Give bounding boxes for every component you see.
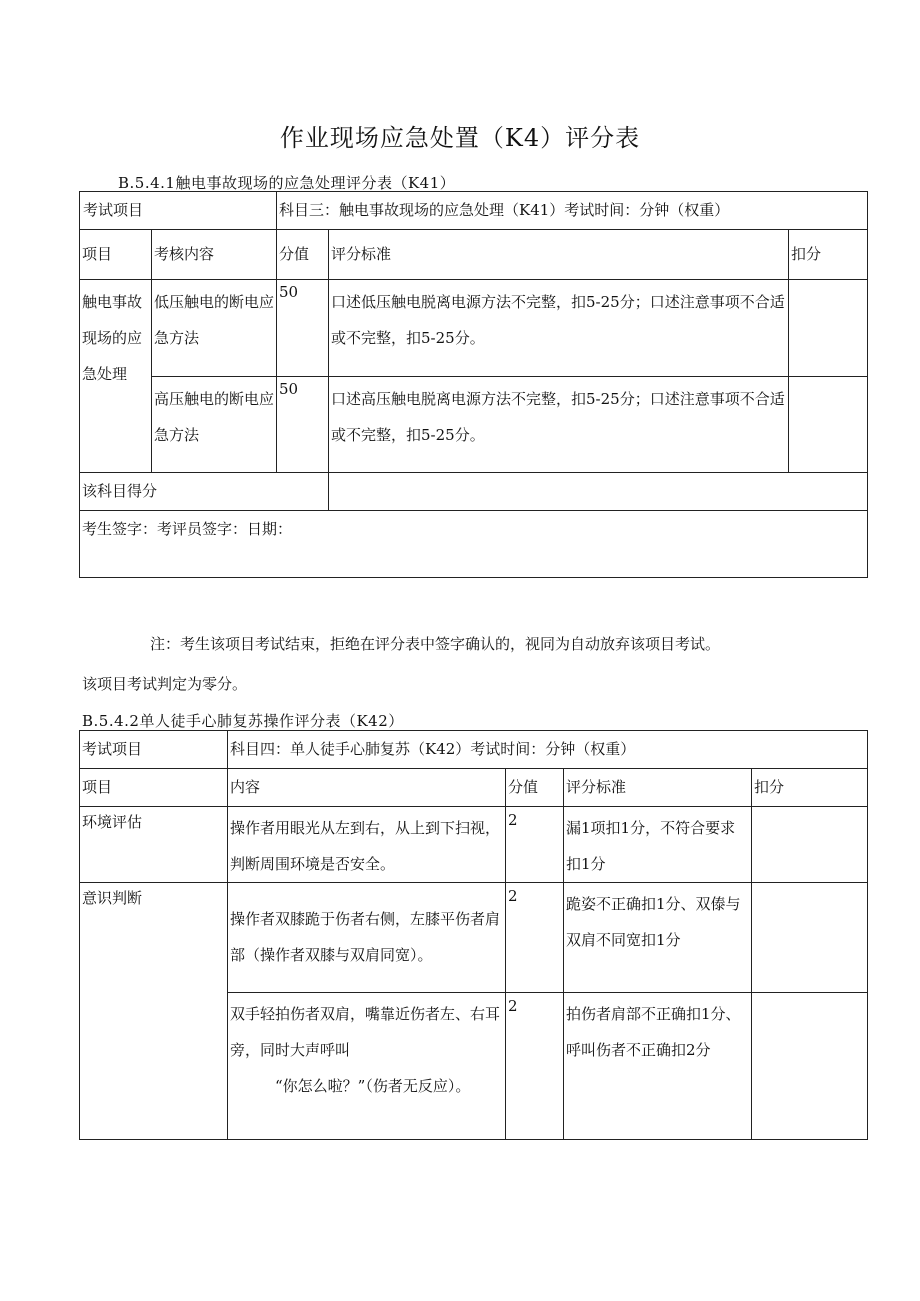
table2-caption: B.5.4.2单人徒手心肺复苏操作评分表（K42） xyxy=(82,712,404,730)
table1-exam-item-label: 考试项目 xyxy=(80,192,277,230)
table2-row3-content-b: “你怎么啦？”（伤者无反应）。 xyxy=(275,1077,471,1095)
table1-row2-deduct xyxy=(789,377,868,473)
table1-signature-line: 考生签字：考评员签字：日期： xyxy=(80,511,868,578)
table2-header-project: 项目 xyxy=(80,769,228,807)
table2-row1-project: 环境评估 xyxy=(80,807,228,883)
table2-exam-item-value: 科目四：单人徒手心肺复苏（K42）考试时间：分钟（权重） xyxy=(228,731,868,769)
table2-row3-content-a: 双手轻拍伤者双肩，嘴靠近伤者左、右耳旁，同时大声呼叫 xyxy=(230,1005,501,1059)
table1-header-project: 项目 xyxy=(80,230,152,280)
table1-row1-criteria: 口述低压触电脱离电源方法不完整，扣5-25分；口述注意事项不合适或不完整，扣5-25分。 xyxy=(329,280,789,377)
table1-header-row xyxy=(80,230,868,280)
table2-row2-project: 意识判断 xyxy=(80,883,228,1140)
table2-row3-criteria: 拍伤者肩部不正确扣1分、呼叫伤者不正确扣2分 xyxy=(564,993,752,1140)
table2-exam-item-label: 考试项目 xyxy=(80,731,228,769)
table1-header-deduct: 扣分 xyxy=(789,230,868,280)
table1-subject-score-label: 该科目得分 xyxy=(80,473,329,511)
table1-row2-content: 高压触电的断电应急方法 xyxy=(152,377,277,473)
table1-row2-criteria: 口述高压触电脱离电源方法不完整，扣5-25分；口述注意事项不合适或不完整，扣5-25分。 xyxy=(329,377,789,473)
table2-row3-deduct xyxy=(752,993,868,1140)
table1-row2-score: 50 xyxy=(277,377,329,473)
table1-row1-deduct xyxy=(789,280,868,377)
table1-exam-item-value: 科目三：触电事故现场的应急处理（K41）考试时间：分钟（权重） xyxy=(277,192,868,230)
table1-row1-score: 50 xyxy=(277,280,329,377)
table2-row2-content: 操作者双膝跪于伤者右侧，左膝平伤者肩部（操作者双膝与双肩同宽）。 xyxy=(228,883,506,993)
table-row xyxy=(80,280,868,377)
table1-project-cell: 触电事故现场的应急处理 xyxy=(80,280,152,473)
table2-row3-score: 2 xyxy=(506,993,564,1140)
table1-caption: B.5.4.1触电事故现场的应急处理评分表（K41） xyxy=(118,174,456,192)
table2-header-score: 分值 xyxy=(506,769,564,807)
note-line-1: 注：考生该项目考试结束，拒绝在评分表中签字确认的，视同为自动放弃该项目考试。 xyxy=(150,635,721,653)
table1-header-content: 考核内容 xyxy=(152,230,277,280)
note-line-2: 该项目考试判定为零分。 xyxy=(82,675,248,693)
table1-row1-content: 低压触电的断电应急方法 xyxy=(152,280,277,377)
table2-header-row xyxy=(80,769,868,807)
table1-signature-row xyxy=(80,511,868,578)
table-row xyxy=(80,807,868,883)
table2-row3-content xyxy=(228,993,506,1140)
table1-header-criteria: 评分标准 xyxy=(329,230,789,280)
table2-row1-score: 2 xyxy=(506,807,564,883)
table2-header-content: 内容 xyxy=(228,769,506,807)
table2-row2-score: 2 xyxy=(506,883,564,993)
table2-k42 xyxy=(79,730,868,1140)
table-row xyxy=(80,883,868,993)
table2-row1-content: 操作者用眼光从左到右，从上到下扫视，判断周围环境是否安全。 xyxy=(228,807,506,883)
document-title: 作业现场应急处置（K4）评分表 xyxy=(279,124,641,152)
table1-exam-item-row xyxy=(80,192,868,230)
table1-subject-score-row xyxy=(80,473,868,511)
table2-exam-item-row xyxy=(80,731,868,769)
table2-row2-deduct xyxy=(752,883,868,993)
table2-row1-deduct xyxy=(752,807,868,883)
table2-row2-criteria: 跪姿不正确扣1分、双傣与双肩不同宽扣1分 xyxy=(564,883,752,993)
table1-subject-score-value xyxy=(329,473,868,511)
table2-row1-criteria: 漏1项扣1分，不符合要求扣1分 xyxy=(564,807,752,883)
table2-header-deduct: 扣分 xyxy=(752,769,868,807)
table2-header-criteria: 评分标准 xyxy=(564,769,752,807)
table-row xyxy=(80,377,868,473)
table1-k41 xyxy=(79,191,868,578)
table1-header-score: 分值 xyxy=(277,230,329,280)
